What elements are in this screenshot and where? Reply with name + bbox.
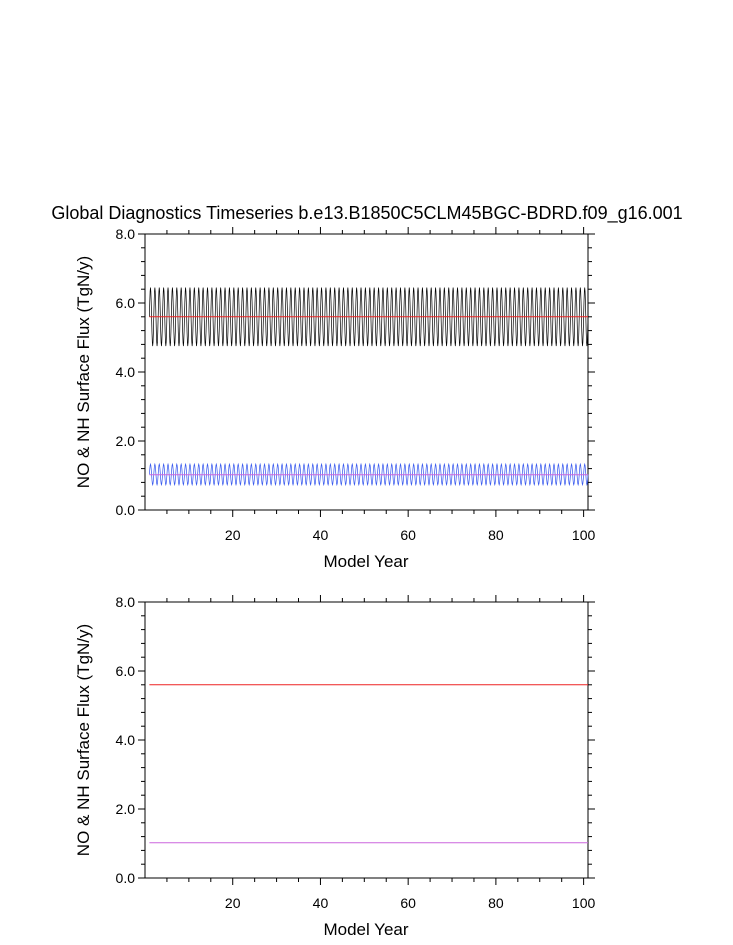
x-tick-label: 40 bbox=[312, 895, 329, 911]
bottom-y-axis-label: NO & NH Surface Flux (TgN/y) bbox=[74, 623, 93, 857]
x-tick-label: 40 bbox=[312, 527, 329, 543]
y-tick-label: 8.0 bbox=[115, 226, 135, 242]
x-tick-label: 60 bbox=[400, 895, 416, 911]
x-tick-label: 100 bbox=[571, 527, 596, 543]
top-chart-marks bbox=[149, 287, 588, 484]
page-title: Global Diagnostics Timeseries b.e13.B1850C5CLM45BGC-BDRD.f09_g16.001 bbox=[51, 203, 683, 223]
bottom-plot-frame bbox=[145, 602, 588, 878]
bottom-chart-marks bbox=[149, 685, 588, 843]
top-y-axis-label: NO & NH Surface Flux (TgN/y) bbox=[74, 255, 93, 489]
bottom-chart-axes bbox=[116, 594, 596, 911]
x-tick-label: 100 bbox=[571, 895, 596, 911]
bottom-x-axis-label: Model Year bbox=[323, 920, 409, 939]
x-tick-label: 60 bbox=[400, 527, 416, 543]
bottom-chart-panel bbox=[74, 594, 596, 939]
y-tick-label: 4.0 bbox=[115, 364, 135, 380]
y-tick-label: 2.0 bbox=[115, 433, 135, 449]
top-chart-axes bbox=[116, 226, 596, 543]
y-tick-label: 6.0 bbox=[115, 663, 135, 679]
y-tick-label: 0.0 bbox=[115, 502, 135, 518]
x-tick-label: 80 bbox=[488, 527, 504, 543]
x-tick-label: 20 bbox=[224, 527, 241, 543]
top-x-axis-label: Model Year bbox=[323, 552, 409, 571]
x-tick-label: 80 bbox=[488, 895, 504, 911]
y-tick-label: 0.0 bbox=[115, 870, 135, 886]
y-tick-label: 8.0 bbox=[115, 594, 135, 610]
y-tick-label: 4.0 bbox=[115, 732, 135, 748]
y-tick-label: 2.0 bbox=[115, 801, 135, 817]
x-tick-label: 20 bbox=[224, 895, 241, 911]
top-chart-panel bbox=[74, 226, 596, 571]
y-tick-label: 6.0 bbox=[115, 295, 135, 311]
